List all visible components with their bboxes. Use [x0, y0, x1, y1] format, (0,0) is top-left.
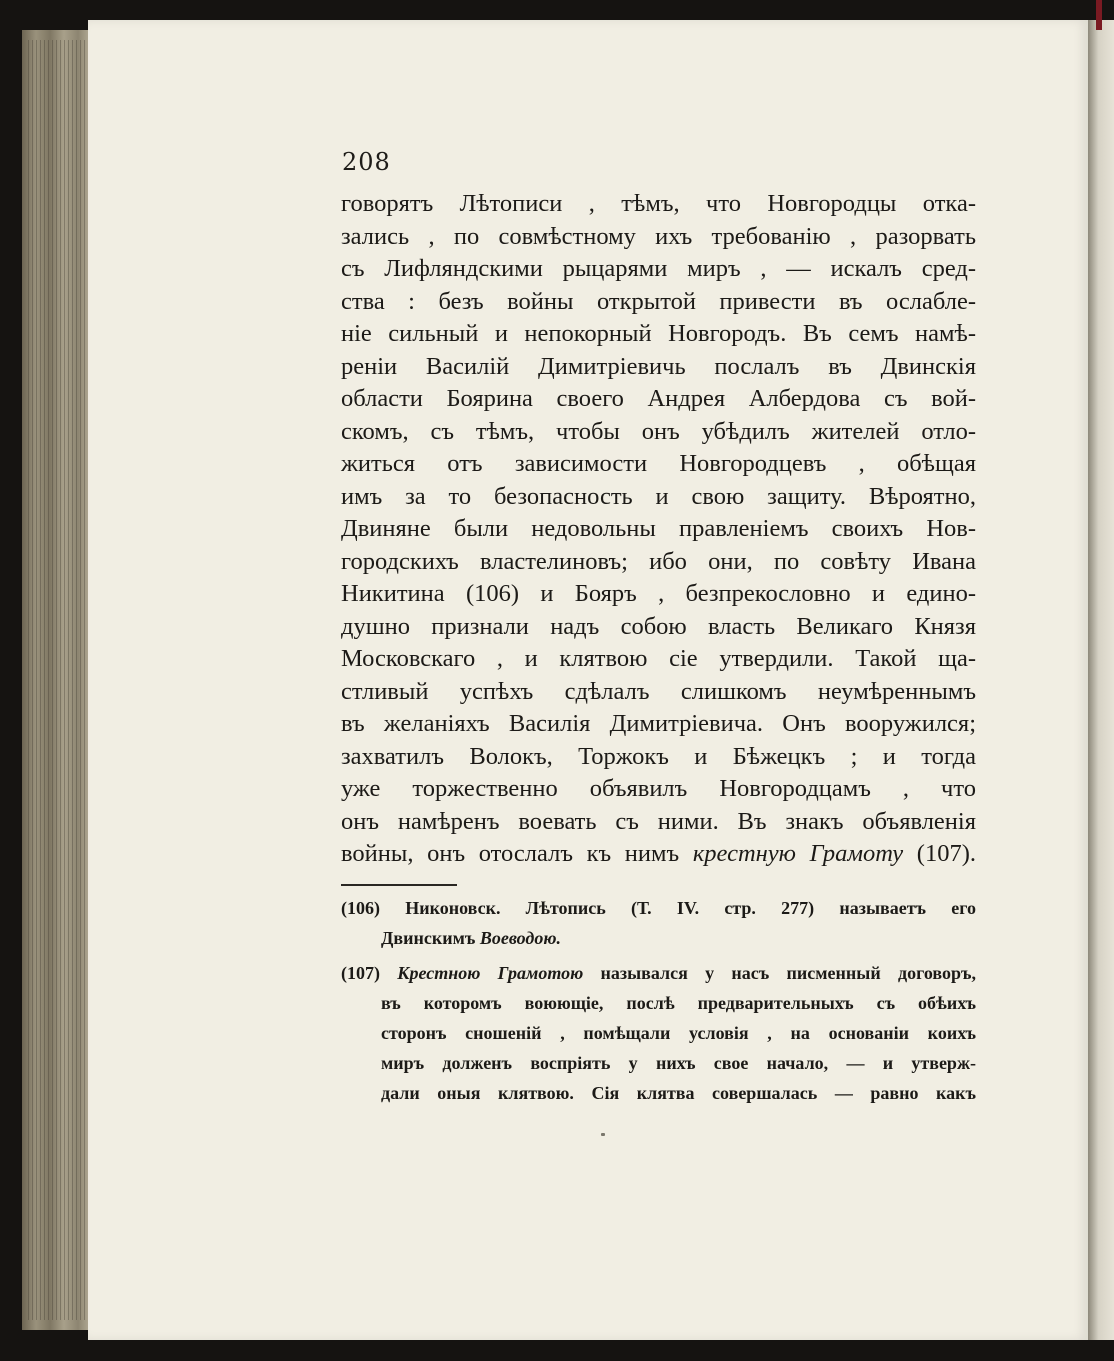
page-edge-texture: [28, 40, 86, 1320]
right-page-edge: [1088, 20, 1114, 1340]
footnote-106-line: [341, 923, 976, 953]
text-segment: войны, онъ отослалъ къ нимъ: [341, 840, 693, 867]
footnotes: [341, 893, 976, 1108]
text-line: Московскаго , и клятвою сіе утвердили. Такой ща-: [341, 645, 976, 672]
text-line: ства : безъ войны открытой привести въ ослабле-: [341, 287, 976, 315]
footnote-marker: (107): [341, 963, 398, 983]
text-line: Никитина (106) и Бояръ , безпрекословно и едино-: [341, 580, 976, 607]
text-line: реніи Василій Димитріевичь послалъ въ Двинскія: [341, 352, 976, 380]
text-line: Двиняне были недовольны правленіемъ своихъ Нов-: [341, 515, 976, 542]
paper-speck: [601, 1133, 605, 1136]
text-line: онъ намѣренъ воевать съ ними. Въ знакъ объявленія: [341, 807, 976, 835]
text-line-last: [341, 838, 976, 871]
italic-term: Воеводою.: [479, 928, 561, 948]
text-line: говорятъ Лѣтописи , тѣмъ, что Новгородцы отка-: [341, 190, 976, 217]
text-line: ніе сильный и непокорный Новгородъ. Въ семъ намѣ-: [341, 320, 976, 347]
text-line: стливый успѣхъ сдѣлалъ слишкомъ неумѣреннымъ: [341, 677, 976, 705]
text-line: зались , по совмѣстному ихъ требованію , разорвать: [341, 222, 976, 250]
text-line: житься отъ зависимости Новгородцевъ , обѣщая: [341, 450, 976, 477]
footnote-reference: (107).: [903, 840, 977, 867]
text-segment: назывался у насъ писменный договоръ,: [583, 963, 976, 983]
text-line: душно признали надъ собою власть Великаго Князя: [341, 612, 976, 640]
footnote-107-line: дали оныя клятвою. Сія клятва совершалась — равно какъ: [381, 1083, 976, 1103]
text-line: захватилъ Волокъ, Торжокъ и Бѣжецкъ ; и тогда: [341, 742, 976, 770]
footnote-107-line: сторонъ сношеній , помѣщали условія , на основаніи коихъ: [381, 1023, 976, 1043]
italic-term: Крестною Грамотою: [397, 963, 584, 983]
main-text: [341, 188, 976, 871]
footnote-107-line: въ которомъ воюющіе, послѣ предварительныхъ съ обѣихъ: [381, 993, 976, 1013]
text-line: области Боярина своего Андрея Албердова съ вой-: [341, 385, 976, 412]
page-number: 208: [342, 148, 391, 176]
text-line: уже торжественно объявилъ Новгородцамъ , что: [341, 775, 976, 802]
footnote-107-line: [341, 958, 976, 988]
text-segment: Двинскимъ: [381, 928, 480, 948]
text-line: имъ за то безопасность и свою защиту. Вѣроятно,: [341, 482, 976, 510]
text-line: въ желаніяхъ Василія Димитріевича. Онъ вооружился;: [341, 710, 976, 737]
footnote-106-line: (106) Никоновск. Лѣтопись (Т. IV. стр. 277) называетъ его: [341, 898, 976, 918]
italic-term: крестную Грамоту: [692, 840, 904, 867]
text-line: городскихъ властелиновъ; ибо они, по совѣту Ивана: [341, 547, 976, 575]
text-line: скомъ, съ тѣмъ, чтобы онъ убѣдилъ жителей отло-: [341, 417, 976, 445]
text-line: съ Лифляндскими рыцарями миръ , — искалъ сред-: [341, 255, 976, 282]
footnote-107-line: миръ долженъ воспріять у нихъ свое начало, — и утверж-: [381, 1053, 976, 1073]
footnote-separator: [341, 884, 457, 886]
bookmark-ribbon: [1096, 0, 1102, 30]
